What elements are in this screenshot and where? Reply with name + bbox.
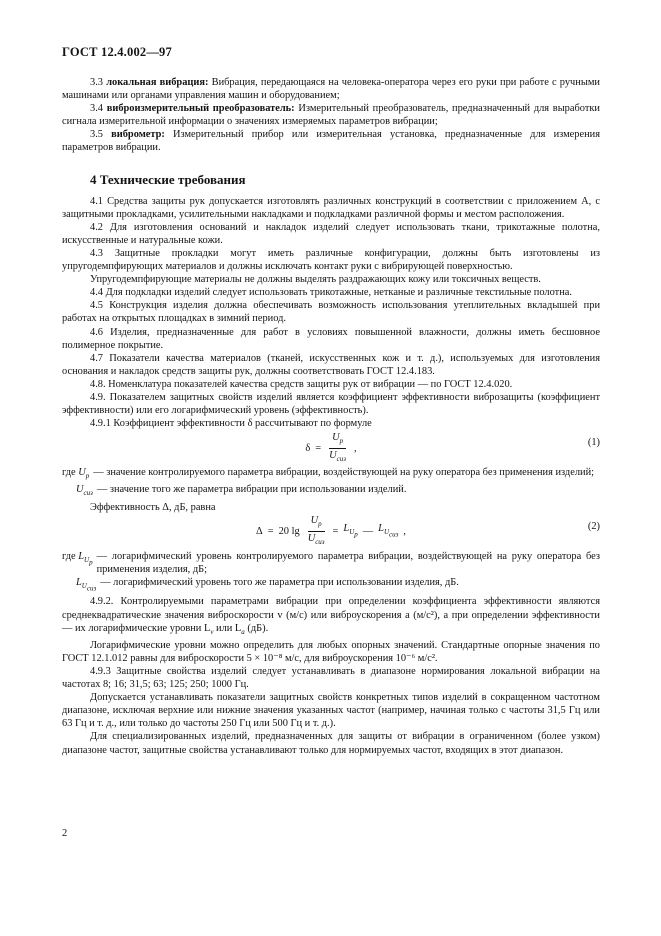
where-up: где $U_р$ — значение контролируемого параметра вибрации, воздействующей на руку оператора без применения изделий; bbox=[62, 467, 595, 481]
paragraph-4-1: 4.1 Средства защиты рук допускается изготовлять различных конструкций в соответствии с приложением А, с защитными прокладками, усилительными накладками и подкладками различной формы и местом расположения. bbox=[62, 195, 600, 220]
paragraph-4-8: 4.8. Номенклатура показателей качества средств защиты рук от вибрации — по ГОСТ 12.4.020. bbox=[90, 378, 513, 390]
page-number: 2 bbox=[62, 828, 68, 839]
formula-2-number: (2) bbox=[587, 520, 600, 532]
paragraph-4-6: 4.6 Изделия, предназначенные для работ в условиях повышенной влажности, должны иметь бесшовное полимерное покрытие. bbox=[62, 326, 600, 351]
paragraph-4-4: 4.4 Для подкладки изделий следует использовать трикотажные, нетканые и различные текстильные полотна. bbox=[90, 287, 572, 299]
where-usiz: $U_{сиз}$ — значение того же параметра вибрации при использовании изделий. bbox=[76, 484, 407, 498]
paragraph-4-9-3: 4.9.3 Защитные свойства изделий следует устанавливать в диапазоне нормирования локальной вибрации на частотах 8; 16; 31,5; 63; 125; 250; 1000 Гц. bbox=[62, 665, 600, 691]
where-lusiz: $L_{U_{сиз}}$ — логарифмический уровень того же параметра при использовании изделия, дБ. bbox=[76, 576, 459, 593]
paragraph-4-9-2: 4.9.2. Контролируемыми параметрами вибрации при определении коэффициента эффективности являются среднеквадратические значения виброскорости v (м/с) или виброускорения a (м/с²), а при определении эффективности — их логарифмические уровни $L_v$ или $L_a$ (дБ). bbox=[62, 596, 600, 636]
paragraph-4-5: 4.5 Конструкция изделия должна обеспечивать возможность использования утеплительных вкладышей при работах на открытых площадках в зимний период. bbox=[62, 300, 600, 325]
paragraph-4-9-2b: Логарифмические уровни можно определить для любых опорных значений. Стандартные опорные значения по ГОСТ 12.1.012 равны для виброскорости 5 × 10⁻⁸ м/с, для виброускорения 10⁻⁶ м/с². bbox=[62, 639, 600, 664]
efficiency-intro: Эффективность Δ, дБ, равна bbox=[90, 501, 216, 513]
where-lup: где $L_{U_р}$ — логарифмический уровень контролируемого параметра вибрации, воздействующей на руку оператора без применения изделия, дБ; bbox=[62, 550, 600, 575]
paragraph-4-3b: Упругодемпфирующие материалы не должны выделять раздражающих кожу или токсичных веществ. bbox=[90, 274, 541, 286]
formula-1-number: (1) bbox=[587, 437, 600, 449]
definition-3-3: 3.3 локальная вибрация: Вибрация, передающаяся на человека-оператора через его руки при работе с ручными машинами или органами управления машин и оборудованием; bbox=[62, 77, 600, 102]
formula-2: Δ = 20 lg $\frac{U_р}{U_{сиз}}$ = $L_{U_р}$ — $L_{U_{сиз}}$ , (2) bbox=[256, 515, 600, 547]
paragraph-4-9-3b: Допускается устанавливать показатели защитных свойств конкретных типов изделий в сокращенном частотном диапазоне, исключая верхние или нижние значения указанных частот (например, начиная только с частоты 31,5 Гц или 63 Гц и т. д., или только до частоты 250 Гц или 500 Гц и т. д.). bbox=[62, 692, 600, 730]
document-header: ГОСТ 12.4.002—97 bbox=[62, 45, 172, 59]
formula-1-fraction: $\frac{U_р}{U_{сиз}}$ bbox=[329, 431, 347, 463]
paragraph-4-7: 4.7 Показатели качества материалов (тканей, искусственных кож и т. д.), используемых для изготовления основания и накладок средств защиты рук, должны соответствовать ГОСТ 12.4.183. bbox=[62, 352, 600, 377]
paragraph-4-9-1: 4.9.1 Коэффициент эффективности δ рассчитывают по формуле bbox=[90, 418, 372, 430]
paragraph-4-9: 4.9. Показателем защитных свойств изделий является коэффициент эффективности виброзащиты (коэффициент эффективности) или его логарифмический уровень (эффективность). bbox=[62, 391, 600, 417]
section-title: 4 Технические требования bbox=[90, 171, 246, 187]
formula-1: δ = $\frac{U_р}{U_{сиз}}$ , (1) bbox=[305, 431, 600, 463]
definition-3-5: 3.5 виброметр: Измерительный прибор или измерительная установка, предназначенные для измерения параметров вибрации. bbox=[62, 129, 600, 154]
paragraph-4-3: 4.3 Защитные прокладки могут иметь различные конфигурации, должны быть изготовлены из упругодемпфирующих материалов и должны исключать контакт руки с вибрирующей поверхностью. bbox=[62, 247, 600, 273]
definition-3-4: 3.4 виброизмерительный преобразователь: Измерительный преобразователь, предназначенный для выработки сигнала измерительной информации о значениях измеряемых параметров вибрации; bbox=[62, 103, 600, 128]
formula-1-lhs: δ bbox=[305, 442, 311, 454]
paragraph-4-2: 4.2 Для изготовления оснований и накладок изделий следует использовать ткани, трикотажные полотна, искусственные и натуральные кожи. bbox=[62, 221, 600, 246]
paragraph-4-9-3c: Для специализированных изделий, предназначенных для защиты от вибрации в ограниченном (более узком) диапазоне частот, защитные свойства устанавливают только для нормируемых частот, входящих в этот диапазон. bbox=[62, 731, 600, 756]
document-body bbox=[62, 76, 600, 757]
